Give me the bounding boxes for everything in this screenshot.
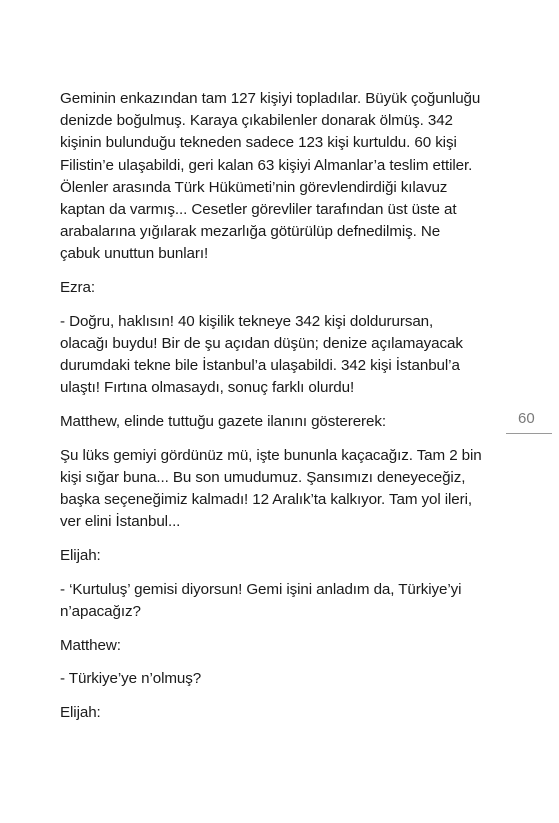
speaker-label bbox=[60, 635, 500, 657]
text-line: denizde boğulmuş. Karaya çıkabilenler donarak ölmüş. 342 bbox=[60, 112, 453, 130]
text-line: kişi sığar buna... Bu son umudumuz. Şansımızı deneyeceğiz, bbox=[60, 469, 466, 487]
speaker-label bbox=[60, 545, 500, 567]
paragraph bbox=[60, 445, 500, 534]
paragraph bbox=[60, 579, 500, 623]
page-number: 60 bbox=[518, 410, 535, 427]
paragraph bbox=[60, 668, 500, 690]
text-line: başka seçeneğimiz kalmadı! 12 Aralık’ta kalkıyor. Tam yol ileri, bbox=[60, 491, 472, 509]
text-line: Matthew: bbox=[60, 636, 121, 654]
text-line: - Doğru, haklısın! 40 kişilik tekneye 342 kişi doldurursan, bbox=[60, 312, 434, 330]
text-line: Şu lüks gemiyi gördünüz mü, işte bununla kaçacağız. Tam 2 bin bbox=[60, 446, 482, 464]
text-line: n’apacağız? bbox=[60, 603, 141, 621]
body-text bbox=[60, 88, 500, 736]
page-number-divider bbox=[506, 433, 552, 434]
speaker-label bbox=[60, 277, 500, 299]
text-line: ulaştı! Fırtına olmasaydı, sonuç farklı olurdu! bbox=[60, 379, 355, 397]
paragraph bbox=[60, 411, 500, 433]
text-line: Ezra: bbox=[60, 279, 95, 297]
text-line: kişinin bulunduğu tekneden sadece 123 kişi kurtuldu. 60 kişi bbox=[60, 134, 457, 152]
text-line: arabalarına yığılarak mezarlığa götürülüp defnedilmiş. Ne bbox=[60, 223, 441, 241]
paragraph bbox=[60, 88, 500, 266]
text-line: kaptan da varmış... Cesetler görevliler tarafından üst üste at bbox=[60, 201, 457, 219]
text-line: Matthew, elinde tuttuğu gazete ilanını göstererek: bbox=[60, 413, 386, 431]
text-line: Geminin enkazından tam 127 kişiyi topladılar. Büyük çoğunluğu bbox=[60, 90, 481, 107]
text-line: - ‘Kurtuluş’ gemisi diyorsun! Gemi işini anladım da, Türkiye’yi bbox=[60, 580, 462, 598]
text-line: Ölenler arasında Türk Hükümeti’nin görevlendirdiği kılavuz bbox=[60, 178, 448, 196]
text-line: durumdaki tekne bile İstanbul’a ulaşabildi. 342 kişi İstanbul’a bbox=[60, 357, 460, 375]
text-line: Filistin’e ulaşabildi, geri kalan 63 kişiyi Almanlar’a teslim ettiler. bbox=[60, 156, 473, 174]
text-line: olacağı buydu! Bir de şu açıdan düşün; denize açılamayacak bbox=[60, 335, 463, 353]
text-line: ver elini İstanbul... bbox=[60, 513, 181, 531]
paragraph bbox=[60, 311, 500, 400]
text-line: - Türkiye’ye n’olmuş? bbox=[60, 670, 202, 688]
text-line: Elijah: bbox=[60, 704, 101, 722]
text-line: Elijah: bbox=[60, 547, 101, 565]
text-line: çabuk unuttun bunları! bbox=[60, 245, 209, 263]
speaker-label bbox=[60, 702, 500, 724]
